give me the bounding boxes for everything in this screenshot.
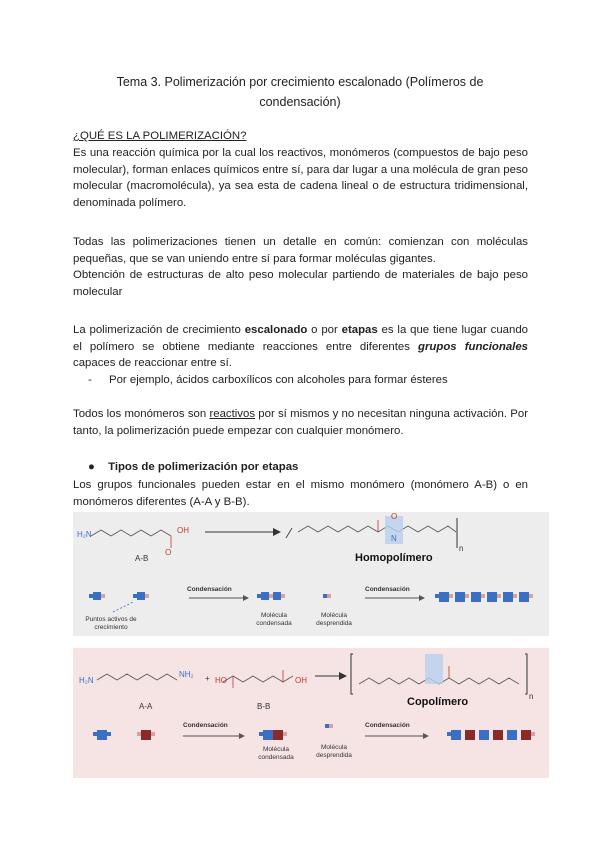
aa-bb-dimer — [259, 730, 287, 740]
figure-homopolymer-band — [73, 512, 549, 636]
released-molecule-label-top: Molécula desprendida — [316, 612, 352, 627]
section-heading: ¿QUÉ ES LA POLIMERIZACIÓN? — [73, 130, 247, 142]
p4-text-g: capaces de reaccionar entre sí. — [73, 357, 232, 369]
p5-underlined-reactivos: reactivos — [209, 408, 256, 420]
bb-monomer-label: B-B — [257, 702, 271, 711]
p4-text-c: o por — [307, 324, 342, 336]
released-molecule-1 — [323, 594, 327, 598]
condensation-arrowhead-1 — [243, 595, 249, 601]
bb-oh-label: OH — [295, 676, 307, 685]
bond-break-left — [286, 528, 292, 538]
condensation-label-2: Condensación — [365, 586, 410, 593]
figure-copolymer-band — [73, 648, 549, 778]
dimer-blocks — [257, 592, 285, 600]
bullet-item — [88, 459, 298, 475]
bb-ho-label: HO — [215, 676, 227, 685]
ab-hydroxyl-label: OH — [177, 526, 189, 535]
bullet-heading-text: Tipos de polimerización por etapas — [108, 461, 299, 473]
aa-monomer-label: A-A — [139, 702, 153, 711]
dash-item-text: Por ejemplo, ácidos carboxílicos con alcoholes para formar ésteres — [108, 374, 448, 386]
paragraph-step-growth — [73, 322, 528, 372]
condensation-arrowhead-4 — [423, 733, 429, 739]
homopolymer-nitrogen-label: N — [391, 534, 397, 543]
released-molecule-2 — [327, 594, 331, 598]
monomer-blocks-left — [89, 592, 149, 600]
aa-monomer-chain — [97, 674, 177, 680]
homopolymer-subscript-n: n — [459, 544, 464, 553]
aa-bb-blocks — [93, 730, 155, 740]
title-line-2: condensación) — [259, 95, 341, 109]
released-molecule-label-bottom: Molécula desprendida — [316, 744, 352, 759]
copolymer-label: Copolímero — [407, 696, 469, 708]
aa-amine-right-label: NH₂ — [179, 670, 194, 679]
plus-sign: + — [205, 674, 210, 683]
paragraph-obtention: Obtención de estructuras de alto peso molecular partiendo de materiales de bajo peso molecular — [73, 269, 528, 298]
p5-text-a: Todos los monómeros son — [73, 408, 210, 420]
released-molecule-4 — [329, 724, 333, 728]
homopolymer-blocks — [435, 592, 533, 602]
paragraph-common-detail: Todas las polimerizaciones tienen un detalle en común: comienzan con moléculas pequeñas, que se van uniendo entre sí para formar moléculas gigantes. — [73, 236, 528, 265]
bracket-right-bottom — [525, 654, 527, 694]
condensation-arrowhead-2 — [419, 595, 425, 601]
p4-bold-etapas: etapas — [341, 324, 378, 336]
bb-monomer-chain — [223, 676, 293, 682]
active-point-pointer — [113, 602, 133, 612]
released-molecule-3 — [325, 724, 329, 728]
p4-text-a: La polimerización de crecimiento — [73, 324, 245, 336]
dash-marker: - — [88, 374, 92, 386]
paragraph-functional-groups: Los grupos funcionales pueden estar en el mismo monómero (monómero A-B) o en monómeros diferentes (A-A y B-B). — [73, 479, 528, 508]
reaction-arrowhead-bottom — [339, 672, 347, 680]
homopolymer-chain — [298, 526, 456, 532]
bracket-left-bottom — [351, 654, 353, 694]
p4-bold-escalonado: escalonado — [244, 324, 308, 336]
reaction-arrowhead-top — [273, 528, 281, 536]
condensation-label-3: Condensación — [183, 722, 228, 729]
bullet-dot: ● — [88, 461, 95, 473]
ab-amine-label: H₂N — [77, 530, 92, 539]
ab-oxygen-label: O — [165, 548, 172, 557]
condensation-label-1: Condensación — [187, 586, 232, 593]
p4-bold-italic-grupos: grupos funcionales — [418, 340, 528, 353]
ab-monomer-chain — [91, 530, 171, 536]
condensation-arrowhead-3 — [239, 733, 245, 739]
ab-monomer-label: A-B — [135, 554, 149, 563]
condensed-molecule-label-bottom: Molécula condensada — [258, 746, 294, 761]
dash-list-item — [88, 372, 448, 388]
condensation-label-4: Condensación — [365, 722, 410, 729]
copolymer-amide-highlight — [425, 654, 443, 684]
copolymer-subscript-n: n — [529, 692, 534, 701]
condensed-molecule-label-top: Molécula condensada — [256, 612, 292, 627]
page-title — [0, 72, 600, 112]
paragraph-monomers — [73, 406, 528, 439]
paragraph-definition: Es una reacción química por la cual los reactivos, monómeros (compuestos de bajo peso molecular), forman enlaces químicos entre sí, para dar lugar a una molécula de gran peso molecular (macromolécula), ya sea esta de cadena lineal o de estructura tridimensional, denominada polímero. — [73, 147, 528, 209]
copolymer-blocks — [447, 730, 535, 740]
homopolymer-label: Homopolímero — [355, 552, 433, 564]
aa-amine-left-label: H₂N — [79, 676, 94, 685]
active-points-label: Puntos activos de crecimiento — [85, 616, 137, 631]
p4-text-e: es la que tiene lugar cuando el polímero se obtiene mediante reacciones entre diferentes — [73, 324, 528, 353]
p5-text-c: por sí mismos y no necesitan ninguna activación. Por tanto, la polimerización puede empezar con cualquier monómero. — [73, 408, 528, 437]
title-line-1: Tema 3. Polimerización por crecimiento escalonado (Polímeros de — [116, 75, 484, 89]
homopolymer-oxygen-label: O — [391, 512, 398, 521]
